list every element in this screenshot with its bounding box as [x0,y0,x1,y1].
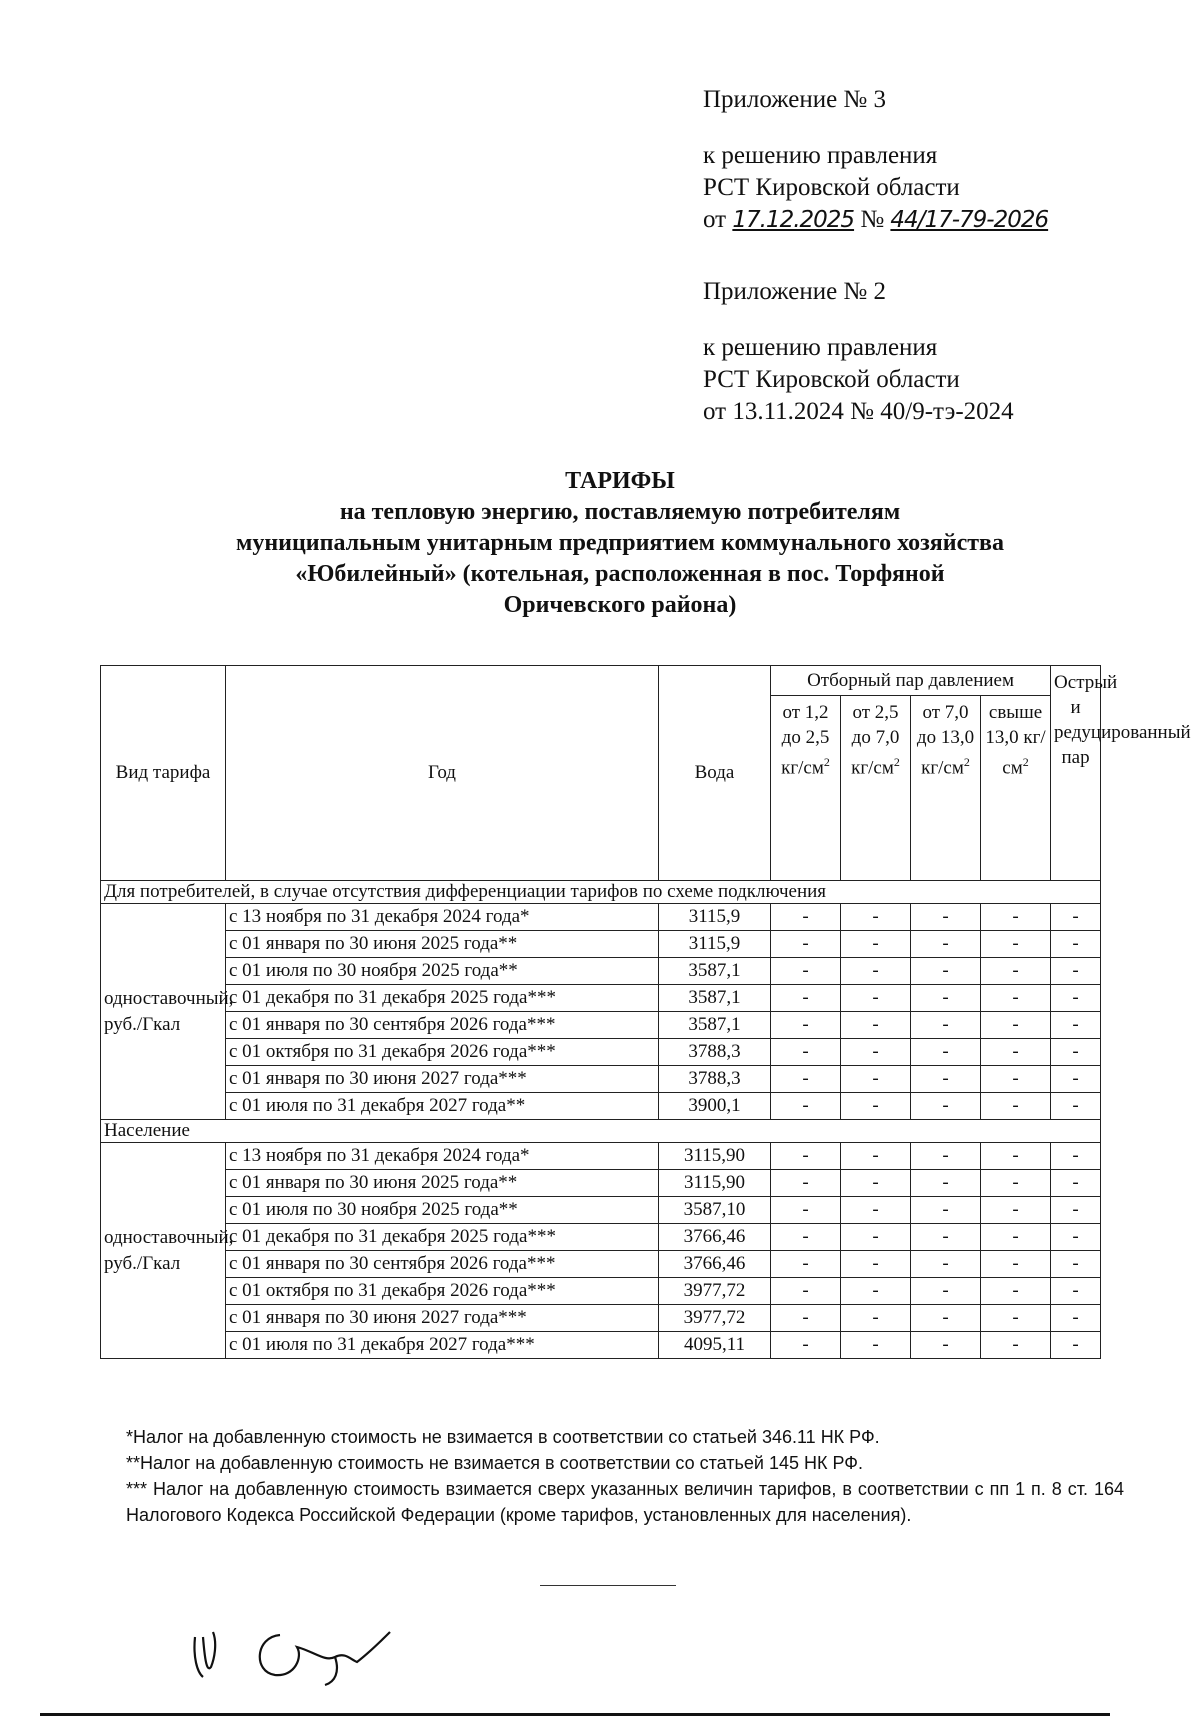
acute-steam-cell: - [1051,1012,1101,1039]
water-value-cell: 3115,90 [659,1170,771,1197]
water-value-cell: 3788,3 [659,1066,771,1093]
table-row [101,1012,1101,1039]
acute-steam-cell: - [1051,1170,1101,1197]
acute-steam-cell: - [1051,931,1101,958]
steam-4-cell: - [981,1251,1051,1278]
steam-1-cell: - [771,904,841,931]
header-steam-2-sup: 2 [893,755,900,769]
steam-1-cell: - [771,985,841,1012]
steam-1-cell: - [771,1305,841,1332]
water-value-cell: 3977,72 [659,1278,771,1305]
steam-3-cell: - [911,1039,981,1066]
title-line-2: на тепловую энергию, поставляемую потребителям [339,499,901,525]
period-cell: с 01 октября по 31 декабря 2026 года*** [226,1039,659,1066]
acute-steam-cell: - [1051,958,1101,985]
steam-1-cell: - [771,1066,841,1093]
footnote-3: *** Налог на добавленную стоимость взимается сверх указанных величин тарифов, в соответствии с пп 1 п. 8 ст. 164 Налогового Кодекса Российской Федерации (кроме тарифов, установленных для населения). [126,1479,1124,1525]
header-year: Год [226,666,659,881]
table-row [101,1251,1101,1278]
steam-1-cell: - [771,1093,841,1120]
period-cell: с 01 января по 30 сентября 2026 года*** [226,1012,659,1039]
acute-steam-cell: - [1051,1093,1101,1120]
steam-1-cell: - [771,1143,841,1170]
steam-4-cell: - [981,904,1051,931]
acute-steam-cell: - [1051,1066,1101,1093]
steam-1-cell: - [771,1251,841,1278]
steam-2-cell: - [841,1012,911,1039]
water-value-cell: 3788,3 [659,1039,771,1066]
acute-steam-cell: - [1051,904,1101,931]
steam-3-cell: - [911,1143,981,1170]
steam-4-cell: - [981,1093,1051,1120]
steam-4-cell: - [981,1066,1051,1093]
period-cell: с 01 января по 30 июня 2025 года** [226,1170,659,1197]
header-steam-3-text: от 7,0 до 13,0 кг/см [916,702,975,779]
steam-4-cell: - [981,1197,1051,1224]
appendix-2-block [703,276,1014,428]
steam-2-cell: - [841,1251,911,1278]
footnote-2: **Налог на добавленную стоимость не взимается в соответствии со статьей 145 НК РФ. [126,1453,863,1473]
steam-2-cell: - [841,931,911,958]
steam-1-cell: - [771,958,841,985]
header-steam-1-sup: 2 [823,755,830,769]
table-row [101,1039,1101,1066]
period-cell: с 01 июля по 30 ноября 2025 года** [226,1197,659,1224]
steam-3-cell: - [911,931,981,958]
steam-1-cell: - [771,1332,841,1359]
table-row [101,904,1101,931]
appendix-3-block [703,84,1048,236]
acute-steam-cell: - [1051,1224,1101,1251]
steam-2-cell: - [841,904,911,931]
appendix-3-number: 44/17-79-2026 [890,207,1049,233]
period-cell: с 01 января по 30 июня 2025 года** [226,931,659,958]
steam-3-cell: - [911,1197,981,1224]
steam-4-cell: - [981,1012,1051,1039]
appendix-3-from-label: от [703,206,727,233]
table-row [101,1197,1101,1224]
period-cell: с 01 октября по 31 декабря 2026 года*** [226,1278,659,1305]
steam-3-cell: - [911,1305,981,1332]
steam-2-cell: - [841,1093,911,1120]
water-value-cell: 3115,9 [659,904,771,931]
steam-4-cell: - [981,985,1051,1012]
steam-3-cell: - [911,1066,981,1093]
steam-3-cell: - [911,1012,981,1039]
title-line-4: «Юбилейный» (котельная, расположенная в пос. Торфяной [295,561,945,587]
steam-3-cell: - [911,1251,981,1278]
table-row [101,985,1101,1012]
steam-1-cell: - [771,1039,841,1066]
table-row [101,1066,1101,1093]
section-title: Население [101,1120,1101,1143]
steam-4-cell: - [981,1305,1051,1332]
steam-1-cell: - [771,1170,841,1197]
table-row [101,1305,1101,1332]
water-value-cell: 3766,46 [659,1251,771,1278]
header-water: Вода [659,666,771,881]
water-value-cell: 3766,46 [659,1224,771,1251]
document-title [100,466,1140,621]
table-row [101,1170,1101,1197]
period-cell: с 13 ноября по 31 декабря 2024 года* [226,1143,659,1170]
period-cell: с 01 декабря по 31 декабря 2025 года*** [226,1224,659,1251]
footnote-1: *Налог на добавленную стоимость не взимается в соответствии со статьей 346.11 НК РФ. [126,1427,880,1447]
acute-steam-cell: - [1051,1197,1101,1224]
period-cell: с 13 ноября по 31 декабря 2024 года* [226,904,659,931]
water-value-cell: 3587,1 [659,958,771,985]
water-value-cell: 3587,1 [659,1012,771,1039]
divider-line [540,1585,676,1586]
signature-mark [185,1617,415,1687]
appendix-3-date-line [703,204,1048,236]
period-cell: с 01 января по 30 сентября 2026 года*** [226,1251,659,1278]
steam-3-cell: - [911,985,981,1012]
period-cell: с 01 июля по 31 декабря 2027 года*** [226,1332,659,1359]
acute-steam-cell: - [1051,1305,1101,1332]
appendix-2-line1: к решению правления [703,334,938,361]
bottom-rule [40,1713,1110,1716]
header-steam-1 [771,696,841,881]
steam-1-cell: - [771,1224,841,1251]
steam-4-cell: - [981,1143,1051,1170]
appendix-3-title: Приложение № 3 [703,86,887,113]
table-row [101,1224,1101,1251]
steam-4-cell: - [981,1224,1051,1251]
appendix-2-line3: от 13.11.2024 № 40/9-тэ-2024 [703,398,1014,425]
water-value-cell: 3977,72 [659,1305,771,1332]
appendix-2-line2: РСТ Кировской области [703,366,960,393]
water-value-cell: 3587,1 [659,985,771,1012]
title-line-5: Оричевского района) [503,592,737,618]
steam-4-cell: - [981,1332,1051,1359]
steam-1-cell: - [771,1012,841,1039]
steam-1-cell: - [771,1197,841,1224]
header-steam-3 [911,696,981,881]
steam-2-cell: - [841,1278,911,1305]
steam-1-cell: - [771,931,841,958]
steam-2-cell: - [841,958,911,985]
steam-2-cell: - [841,1170,911,1197]
section-header-row [101,881,1101,904]
steam-2-cell: - [841,1143,911,1170]
period-cell: с 01 июля по 30 ноября 2025 года** [226,958,659,985]
water-value-cell: 4095,11 [659,1332,771,1359]
steam-3-cell: - [911,904,981,931]
appendix-3-line1: к решению правления [703,142,938,169]
tariff-kind-cell: одноставочный, руб./Гкал [101,1143,226,1359]
header-steam-group: Отборный пар давлением [771,666,1051,696]
steam-2-cell: - [841,1305,911,1332]
header-steam-4 [981,696,1051,881]
steam-4-cell: - [981,1278,1051,1305]
acute-steam-cell: - [1051,1143,1101,1170]
appendix-2-title: Приложение № 2 [703,278,887,305]
steam-1-cell: - [771,1278,841,1305]
table-row [101,1093,1101,1120]
appendix-3-num-label: № [860,206,885,233]
section-header-row [101,1120,1101,1143]
steam-4-cell: - [981,931,1051,958]
period-cell: с 01 июля по 31 декабря 2027 года** [226,1093,659,1120]
tariff-kind-cell: одноставочный, руб./Гкал [101,904,226,1120]
table-row [101,1278,1101,1305]
steam-3-cell: - [911,1093,981,1120]
header-acute-steam: Острый и редуцированный пар [1051,666,1101,881]
acute-steam-cell: - [1051,1039,1101,1066]
header-steam-4-text: свыше 13,0 кг/см [985,702,1046,779]
steam-3-cell: - [911,1170,981,1197]
header-steam-4-sup: 2 [1022,755,1029,769]
section-title: Для потребителей, в случае отсутствия дифференциации тарифов по схеме подключения [101,881,1101,904]
header-steam-2 [841,696,911,881]
appendix-3-date: 17.12.2025 [732,207,855,233]
water-value-cell: 3115,90 [659,1143,771,1170]
steam-3-cell: - [911,958,981,985]
tariff-table [100,665,1191,1359]
header-steam-2-text: от 2,5 до 7,0 кг/см [851,702,900,779]
steam-3-cell: - [911,1332,981,1359]
tariff-table-body [101,881,1101,1359]
steam-3-cell: - [911,1224,981,1251]
title-line-3: муниципальным унитарным предприятием коммунального хозяйства [235,530,1005,556]
period-cell: с 01 января по 30 июня 2027 года*** [226,1066,659,1093]
steam-2-cell: - [841,1224,911,1251]
water-value-cell: 3587,10 [659,1197,771,1224]
acute-steam-cell: - [1051,1332,1101,1359]
period-cell: с 01 января по 30 июня 2027 года*** [226,1305,659,1332]
steam-2-cell: - [841,1039,911,1066]
steam-2-cell: - [841,1066,911,1093]
acute-steam-cell: - [1051,1251,1101,1278]
steam-2-cell: - [841,1332,911,1359]
water-value-cell: 3115,9 [659,931,771,958]
header-steam-1-text: от 1,2 до 2,5 кг/см [781,702,830,779]
table-row [101,1143,1101,1170]
period-cell: с 01 декабря по 31 декабря 2025 года*** [226,985,659,1012]
steam-4-cell: - [981,958,1051,985]
water-value-cell: 3900,1 [659,1093,771,1120]
header-steam-3-sup: 2 [963,755,970,769]
steam-4-cell: - [981,1170,1051,1197]
table-row [101,931,1101,958]
steam-3-cell: - [911,1278,981,1305]
footnotes [126,1424,1124,1528]
table-row [101,958,1101,985]
acute-steam-cell: - [1051,1278,1101,1305]
appendix-3-line2: РСТ Кировской области [703,174,960,201]
header-kind: Вид тарифа [101,666,226,881]
acute-steam-cell: - [1051,985,1101,1012]
steam-2-cell: - [841,1197,911,1224]
steam-2-cell: - [841,985,911,1012]
table-row [101,1332,1101,1359]
steam-4-cell: - [981,1039,1051,1066]
title-line-1: ТАРИФЫ [565,468,675,494]
